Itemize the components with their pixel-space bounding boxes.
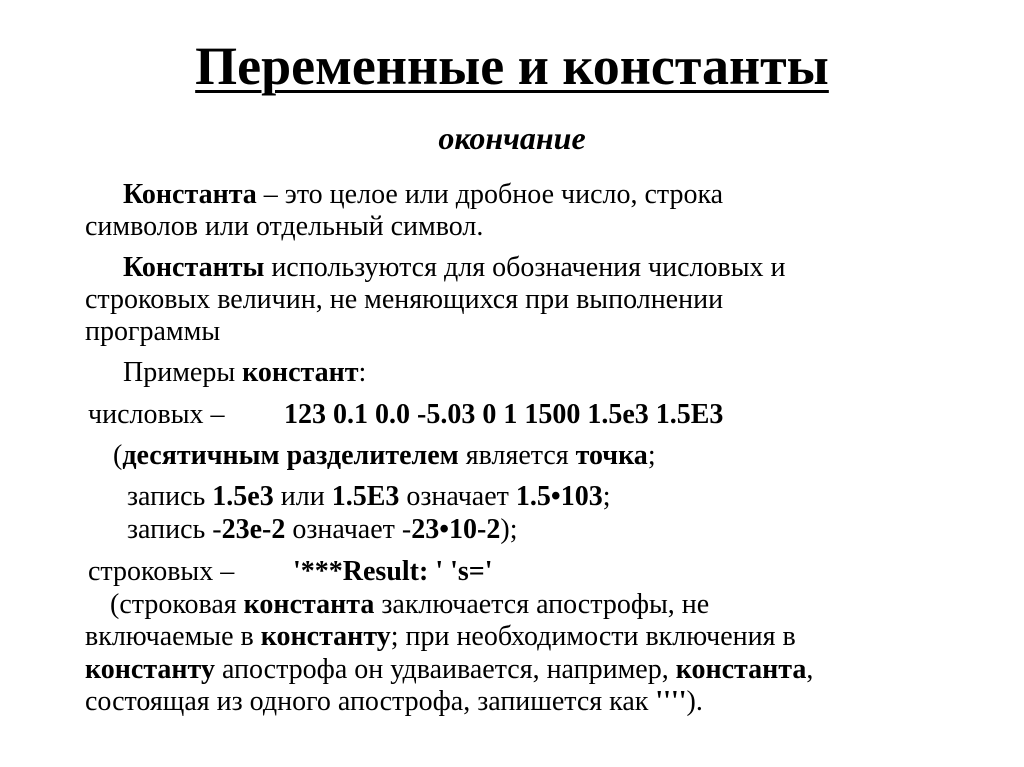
term-constants: Константы <box>123 252 265 283</box>
term-constant: Константа <box>123 179 257 210</box>
numeric-values: 123 0.1 0.0 -5.03 0 1 1500 1.5e3 1.5E3 <box>284 399 724 430</box>
para2-line3: программы <box>85 316 221 347</box>
string-note-line1: (строковая константа заключается апострофы, не <box>110 589 710 620</box>
examples-heading: Примеры констант: <box>123 357 367 388</box>
record-line1: запись 1.5e3 или 1.5E3 означает 1.5•103; <box>127 481 611 512</box>
string-values: '***Result: ' 's=' <box>293 556 493 587</box>
record-line2: запись -23e-2 означает -23•10-2); <box>127 514 518 545</box>
numeric-label: числовых – <box>88 399 225 430</box>
para2-line2: строковых величин, не меняющихся при выполнении <box>85 284 724 315</box>
page-subtitle: окончание <box>438 120 586 156</box>
string-note-line4: состоящая из одного апострофа, запишется как ''''). <box>85 686 703 717</box>
string-label: строковых – <box>88 556 235 587</box>
string-note-line2: включаемые в константу; при необходимости включения в <box>85 621 796 652</box>
string-note-line3: константу апострофа он удваивается, например, константа, <box>85 654 814 685</box>
decimal-note: (десятичным разделителем является точка; <box>113 440 656 471</box>
para2-line1: Константы используются для обозначения числовых и <box>123 252 786 283</box>
para1-line2: символов или отдельный символ. <box>85 211 484 242</box>
para1-line1: Константа – это целое или дробное число, строка <box>123 179 724 210</box>
page-title: Переменные и константы <box>195 36 829 96</box>
